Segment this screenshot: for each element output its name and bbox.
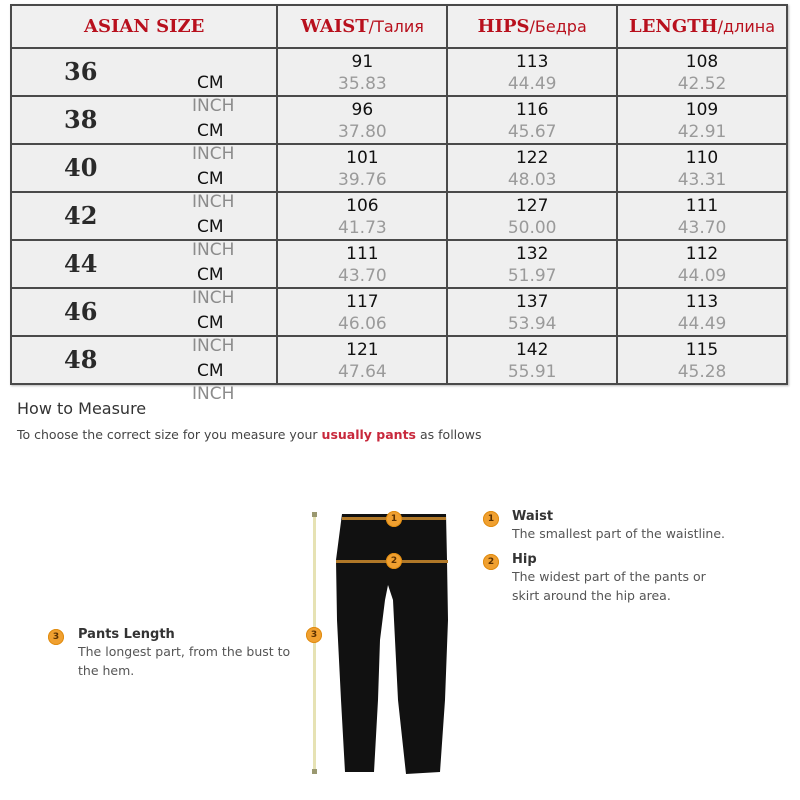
legend-title-waist: Waist [512, 509, 554, 524]
waist-cm-value: 117 [346, 291, 379, 312]
header-hips-en: HIPS [477, 16, 530, 37]
diagram-badge-waist: 1 [386, 511, 402, 527]
length-cm-value: 108 [685, 51, 719, 72]
length-cm-value: 115 [685, 339, 719, 360]
hips-cm-value: 116 [515, 99, 549, 120]
how-to-measure-title: How to Measure [17, 399, 147, 418]
legend-desc-hip-line1: The widest part of the pants or [512, 569, 706, 584]
length-inch-value: 45.28 [677, 361, 727, 382]
waist-inch-value: 43.70 [338, 265, 387, 286]
waist-inch-value: 39.76 [338, 169, 387, 190]
unit-cm-label: CM [197, 313, 224, 333]
hips-inch-value: 53.94 [507, 313, 557, 334]
unit-cm-label: CM [197, 73, 224, 93]
unit-inch-label: INCH [192, 384, 235, 404]
header-waist-en: WAIST [300, 16, 369, 37]
unit-cm-label: CM [197, 217, 224, 237]
waist-cm-value: 111 [346, 243, 379, 264]
hips-inch-value: 44.49 [507, 73, 557, 94]
length-cm-value: 112 [685, 243, 719, 264]
waist-inch-value: 47.64 [338, 361, 387, 382]
unit-inch-label: INCH [192, 144, 235, 164]
size-number: 36 [64, 57, 98, 86]
hips-cm-value: 142 [515, 339, 549, 360]
subtitle-highlight: usually pants [321, 427, 416, 442]
unit-cm-label: CM [197, 361, 224, 381]
header-size-label: ASIAN SIZE [84, 16, 205, 37]
length-inch-value: 42.52 [677, 73, 727, 94]
unit-inch-label: INCH [192, 96, 235, 116]
waist-cm-value: 106 [346, 195, 379, 216]
length-inch-value: 44.49 [677, 313, 727, 334]
header-length-en: LENGTH [629, 16, 718, 37]
waist-cm-value: 91 [351, 51, 374, 72]
unit-cm-label: CM [197, 169, 224, 189]
size-number: 46 [64, 297, 98, 326]
legend-badge-hip: 2 [483, 554, 499, 570]
length-inch-value: 44.09 [677, 265, 727, 286]
header-waist-ru: /Талия [368, 17, 424, 36]
hips-inch-value: 45.67 [507, 121, 557, 142]
length-cm-value: 110 [685, 147, 719, 168]
waist-cm-value: 121 [346, 339, 379, 360]
length-cm-value: 111 [685, 195, 719, 216]
legend-desc-length-line2: the hem. [78, 663, 135, 678]
legend-desc-length-line1: The longest part, from the bust to [78, 644, 291, 659]
legend-badge-waist: 1 [483, 511, 499, 527]
subtitle-text-before: To choose the correct size for you measure your [17, 427, 318, 442]
length-inch-value: 43.70 [677, 217, 727, 238]
hips-cm-value: 137 [515, 291, 549, 312]
hips-inch-value: 48.03 [507, 169, 557, 190]
legend-title-length: Pants Length [78, 627, 175, 642]
hips-inch-value: 51.97 [507, 265, 557, 286]
unit-cm-label: CM [197, 265, 224, 285]
size-number: 44 [64, 249, 98, 278]
waist-cm-value: 96 [351, 99, 374, 120]
length-inch-value: 42.91 [677, 121, 727, 142]
hips-cm-value: 127 [515, 195, 549, 216]
waist-inch-value: 41.73 [338, 217, 387, 238]
waist-inch-value: 46.06 [338, 313, 387, 334]
header-length-ru: /длина [717, 17, 775, 36]
legend-title-hip: Hip [512, 552, 537, 567]
unit-inch-label: INCH [192, 288, 235, 308]
header-hips-ru: /Бедра [529, 17, 587, 36]
hips-inch-value: 50.00 [507, 217, 557, 238]
unit-cm-label: CM [197, 121, 224, 141]
length-inch-value: 43.31 [677, 169, 727, 190]
diagram-badge-length: 3 [306, 627, 322, 643]
legend-badge-length: 3 [48, 629, 64, 645]
subtitle-text-after: as follows [420, 427, 482, 442]
size-number: 48 [64, 345, 98, 374]
legend-desc-waist-line1: The smallest part of the waistline. [512, 526, 726, 541]
hips-cm-value: 113 [515, 51, 549, 72]
legend-desc-hip-line2: skirt around the hip area. [512, 588, 671, 603]
unit-inch-label: INCH [192, 240, 235, 260]
waist-inch-value: 37.80 [338, 121, 387, 142]
size-number: 40 [64, 153, 98, 182]
unit-inch-label: INCH [192, 192, 235, 212]
size-number: 42 [64, 201, 98, 230]
hips-inch-value: 55.91 [507, 361, 557, 382]
size-number: 38 [64, 105, 98, 134]
waist-inch-value: 35.83 [338, 73, 387, 94]
length-cm-value: 113 [685, 291, 719, 312]
diagram-badge-hip: 2 [386, 553, 402, 569]
hips-cm-value: 122 [515, 147, 549, 168]
hips-cm-value: 132 [515, 243, 549, 264]
waist-cm-value: 101 [346, 147, 379, 168]
unit-inch-label: INCH [192, 336, 235, 356]
length-cm-value: 109 [685, 99, 719, 120]
